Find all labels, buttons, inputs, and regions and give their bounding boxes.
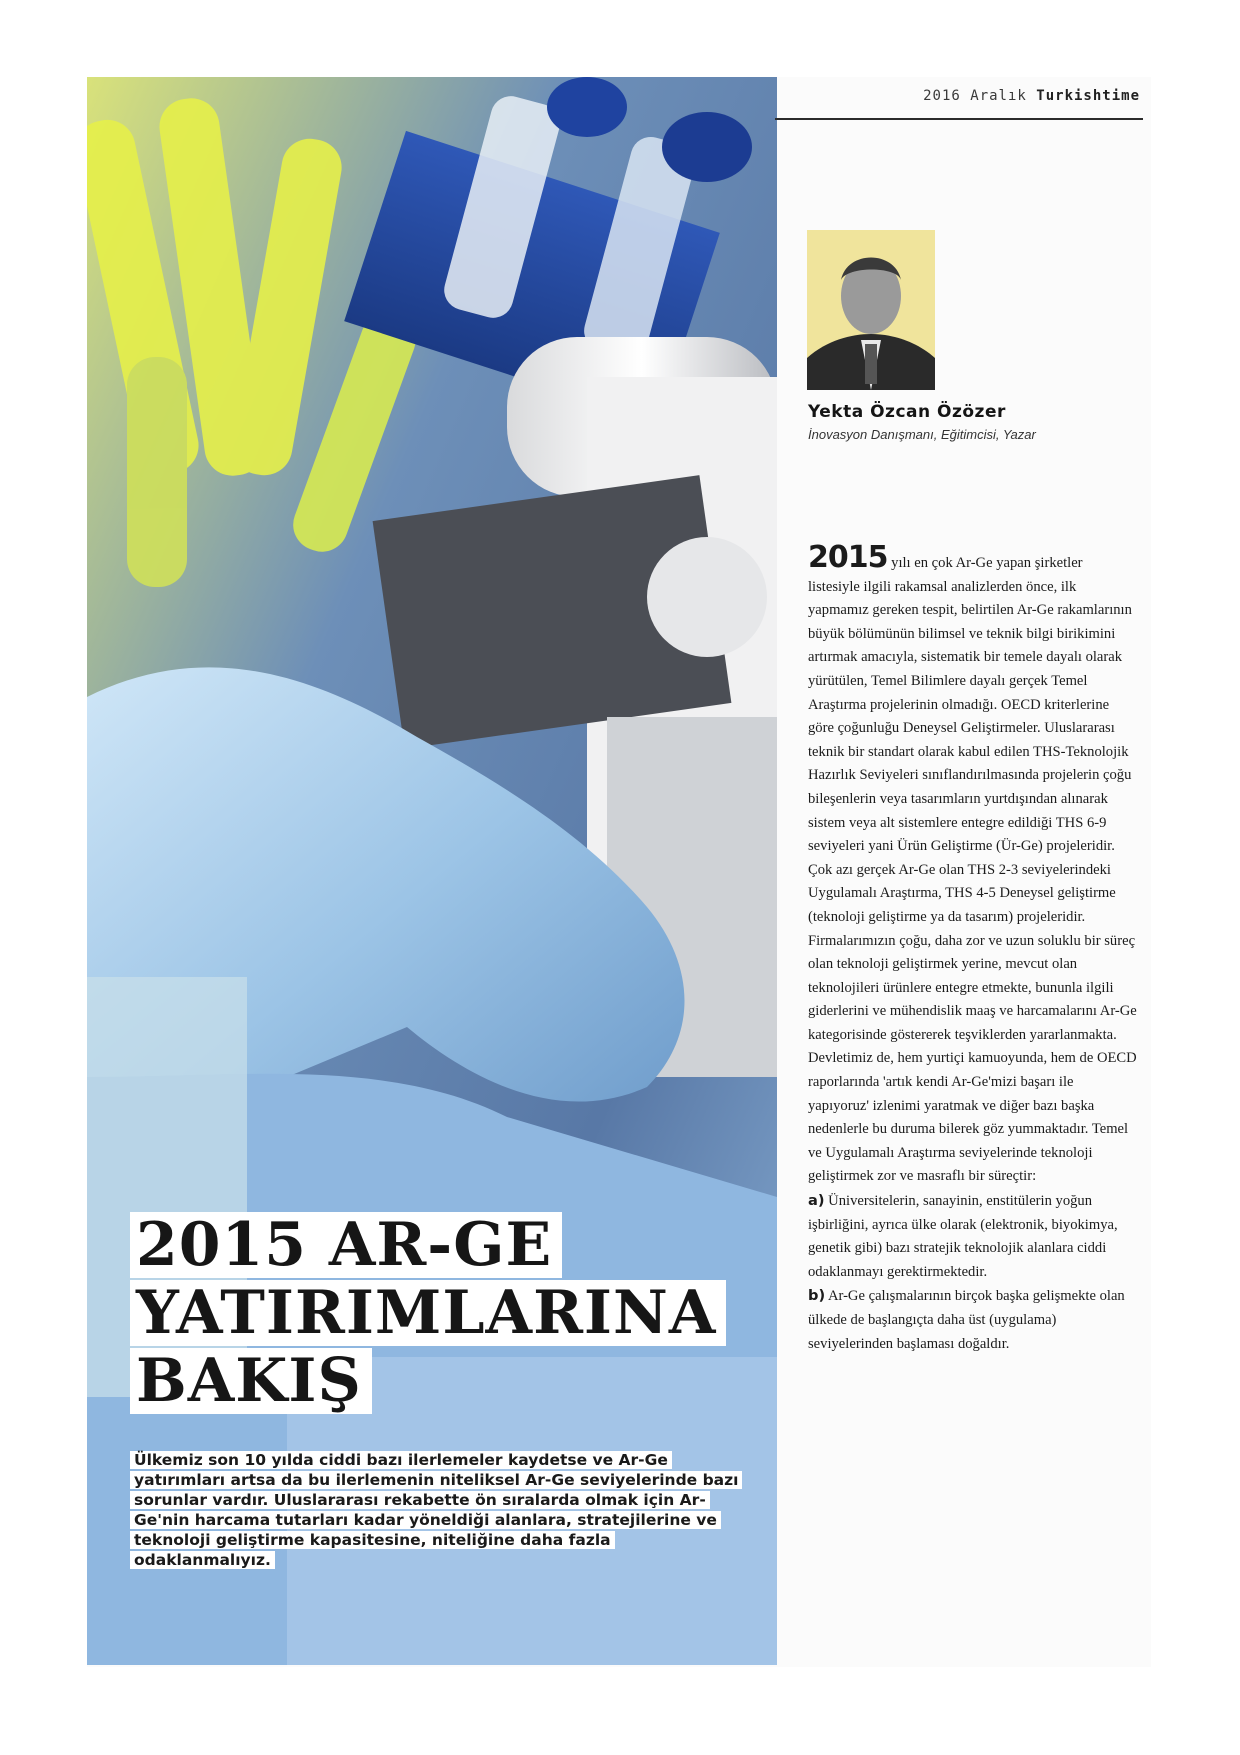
article-deck bbox=[130, 1450, 742, 1570]
issue-date: 2016 Aralık bbox=[923, 88, 1027, 104]
body-intro: yılı en çok Ar-Ge yapan şirketler listesiyle ilgili rakamsal analizlerden önce, ilk yapmamız gereken tespit, belirtilen Ar-Ge rakamlarının büyük bölümünün bilimsel ve teknik bilgi birikimini artırmak amacıyla, sistematik bir temele dayalı olarak yürütülen, Temel Bilimlere dayalı gerçek Temel Araştırma projelerinin olmadığı. OECD kriterlerine göre çoğunluğu Deneysel Geliştirmeler. Uluslararası teknik bir standart olarak kabul edilen THS-Teknolojik Hazırlık Seviyeleri sınıflandırılmasında projelerin çoğu bileşenlerin veya tasarımların yurtdışından alınarak sistem veya alt sistemlere entegre edildiği THS 6-9 seviyeleri yani Ürün Geliştirme (Ür-Ge) projeleridir. Çok azı gerçek Ar-Ge olan THS 2-3 seviyelerindeki Uygulamalı Araştırma, THS 4-5 Deneysel geliştirme (teknoloji geliştirme ya da tasarım) projeleridir. Firmalarımızın çoğu, daha zor ve uzun soluklu bir süreç olan teknoloji geliştirmek yerine, mevcut olan teknolojileri ürünlere entegre etmekte, bununla ilgili giderlerini ve mühendislik maaş ve harcamalarını Ar-Ge kategorisinde göstererek teşviklerden yararlanmakta. Devletimiz de, hem yurtiçi kamuoyunda, hem de OECD raporlarında 'artık kendi Ar-Ge'mizi başarı ile yapıyoruz' izlenimi yaratmak ve diğer bazı başka nedenlerle bu duruma bilerek göz yummaktadır. Temel ve Uygulamalı Araştırma seviyelerinde teknoloji geliştirmek zor ve masraflı bir süreçtir: bbox=[808, 555, 1137, 1185]
body-paragraph bbox=[808, 540, 1138, 1189]
headline-line-1: 2015 AR-GE bbox=[130, 1212, 562, 1278]
author-portrait bbox=[807, 230, 935, 390]
item-a-text: Üniversitelerin, sanayinin, enstitülerin yoğun işbirliğini, ayrıca ülke olarak (elektronik, biyokimya, genetik gibi) bazı stratejik teknolojik alanlara ciddi odaklanmayı gerektirmektedir. bbox=[808, 1193, 1118, 1280]
item-a-label: a) bbox=[808, 1192, 825, 1210]
item-b-text: Ar-Ge çalışmalarının birçok başka gelişmekte olan ülkede de başlangıçta daha üst (uygulama) seviyelerinden başlaması doğaldır. bbox=[808, 1288, 1125, 1352]
author-role: İnovasyon Danışmanı, Eğitimcisi, Yazar bbox=[808, 427, 1036, 442]
dropcap: 2015 bbox=[808, 540, 888, 575]
article-headline bbox=[130, 1212, 726, 1416]
item-b-label: b) bbox=[808, 1287, 826, 1305]
headline-line-2: YATIRIMLARINA bbox=[130, 1280, 726, 1346]
headline-line-3: BAKIŞ bbox=[130, 1348, 372, 1414]
article-body bbox=[808, 540, 1138, 1356]
author-name: Yekta Özcan Özözer bbox=[808, 402, 1006, 422]
magazine-brand: Turkishtime bbox=[1036, 88, 1140, 104]
header-rule bbox=[775, 118, 1143, 120]
deck-text: Ülkemiz son 10 yılda ciddi bazı ilerlemeler kaydetse ve Ar-Ge yatırımları artsa da bu ilerlemenin niteliksel Ar-Ge seviyelerinde bazı sorunlar vardır. Uluslararası rekabette ön sıralarda olmak için Ar-Ge'nin harcama tutarları kadar yöneldiği alanlara, stratejilerine ve teknoloji geliştirme kapasitesine, niteliğine daha fazla odaklanmalıyız. bbox=[130, 1451, 742, 1569]
body-item-a bbox=[808, 1189, 1138, 1284]
page-header bbox=[780, 88, 1140, 104]
body-item-b bbox=[808, 1284, 1138, 1356]
lab-photo bbox=[87, 77, 777, 1665]
